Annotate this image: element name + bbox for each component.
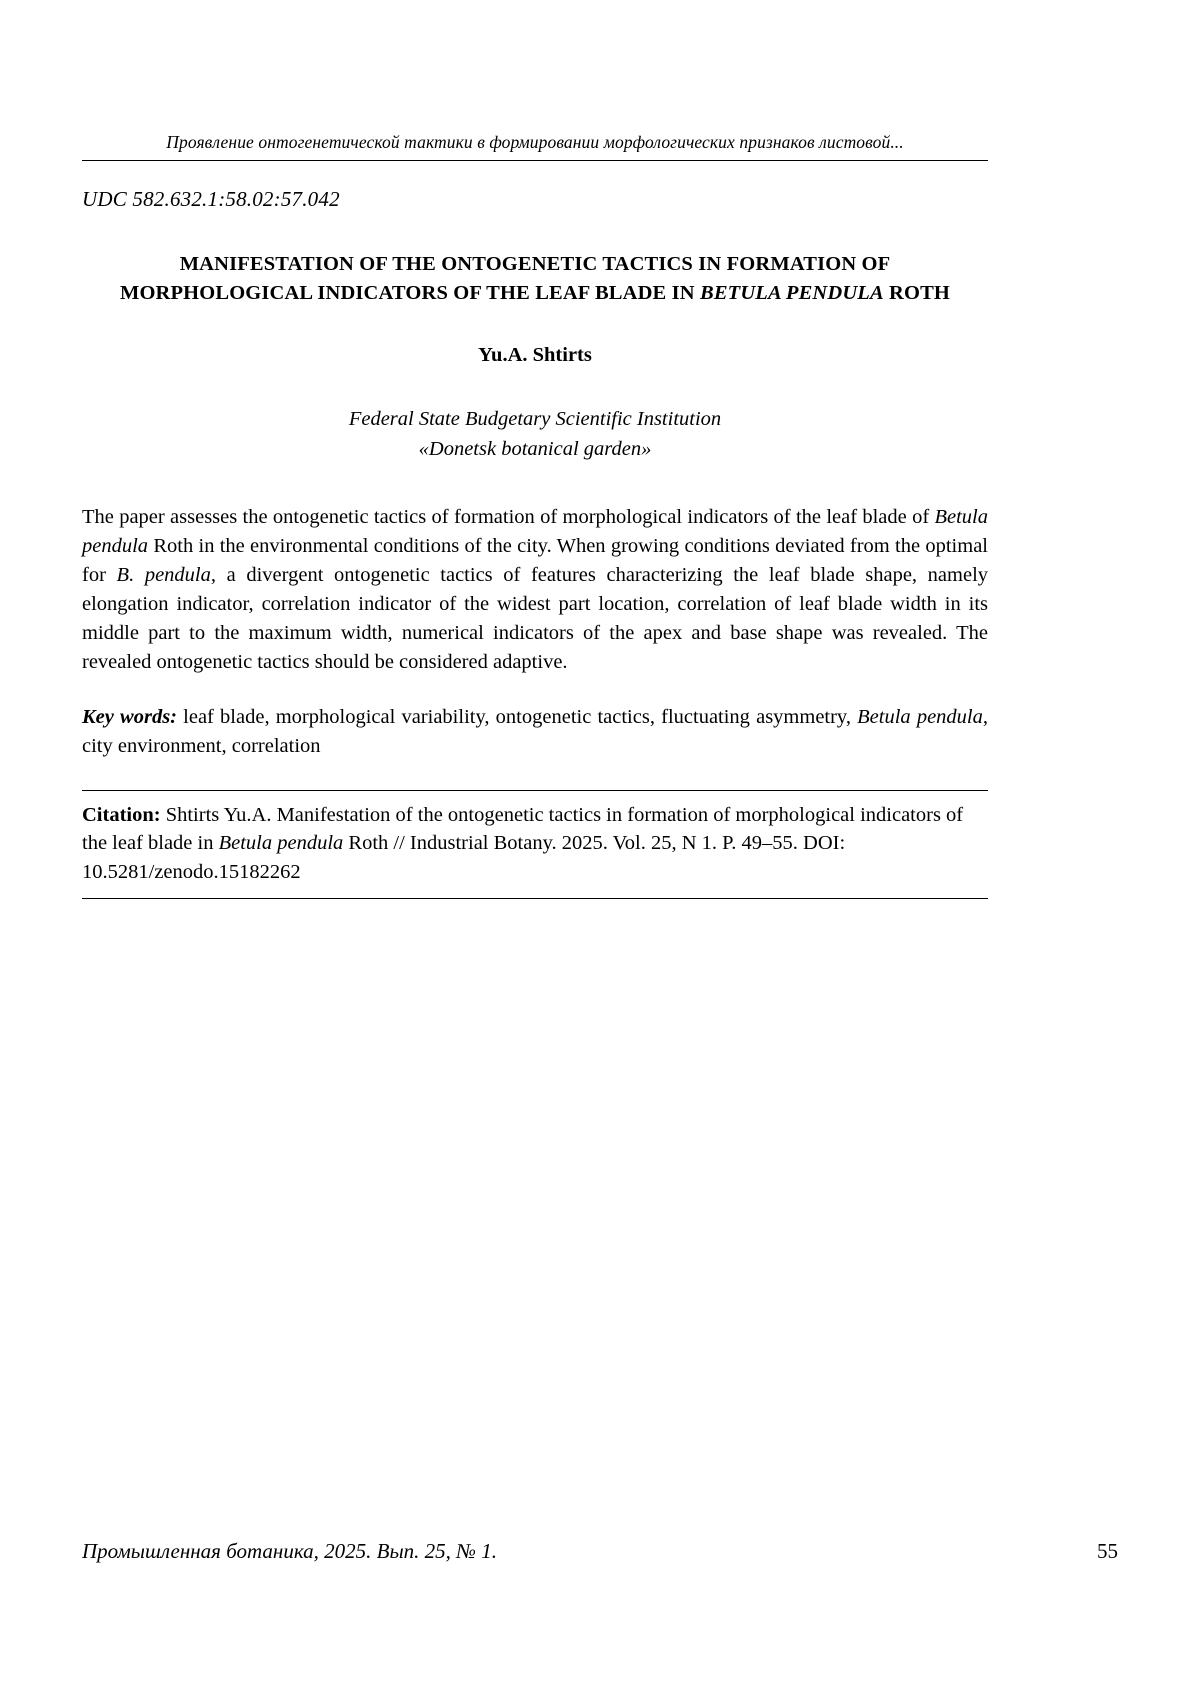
title-line-2-after: ROTH	[883, 282, 951, 305]
footer-journal-info: Промышленная ботаника, 2025. Вып. 25, № 1.	[82, 1539, 497, 1563]
footer-page-number: 55	[1097, 1539, 1118, 1563]
citation-text-2: Roth // Industrial Botany. 2025. Vol. 25, N 1. P. 49–55. DOI: 10.5281/zenodo.15182262	[82, 832, 846, 883]
page-footer	[82, 1539, 1118, 1564]
citation-text-1: Shtirts Yu.A. Manifestation of the ontogenetic tactics in formation of morphological indicators of the leaf blade in	[82, 803, 964, 855]
keywords-text-2: , city environment, correlation	[82, 706, 989, 758]
running-head: Проявление онтогенетической тактики в формировании морфологических признаков листовой...	[82, 132, 988, 161]
keywords-section	[82, 703, 988, 761]
citation-text	[82, 801, 988, 887]
keywords-text-1: leaf blade, morphological variability, ontogenetic tactics, fluctuating asymmetry,	[177, 706, 858, 729]
keywords-species: Betula pendula	[857, 706, 983, 729]
abstract-text-3: , a divergent ontogenetic tactics of features characterizing the leaf blade shape, namely elongation indicator, correlation indicator of the widest part location, correlation of leaf blade width in its middle part to the maximum width, numerical indicators of the apex and base shape was revealed. The revealed ontogenetic tactics should be considered adaptive.	[82, 563, 989, 674]
page-title	[82, 250, 988, 308]
affiliation-line-1: Federal State Budgetary Scientific Institution	[348, 408, 722, 431]
affiliation-line-2: «Donetsk botanical garden»	[418, 437, 652, 460]
citation-box	[82, 790, 988, 899]
abstract-species-2: B. pendula	[116, 563, 211, 586]
abstract-species-1: Betula pendula	[82, 505, 988, 557]
affiliation	[82, 405, 988, 464]
title-species-name: BETULA PENDULA	[700, 282, 884, 305]
abstract-text-1: The paper assesses the ontogenetic tactics of formation of morphological indicators of the leaf blade of	[82, 505, 935, 528]
citation-label: Citation:	[82, 803, 161, 826]
author-name: Yu.A. Shtirts	[478, 344, 592, 367]
udc-code: UDC 582.632.1:58.02:57.042	[82, 187, 340, 211]
title-line-1: MANIFESTATION OF THE ONTOGENETIC TACTICS IN FORMATION OF	[179, 253, 891, 275]
page-content	[82, 132, 988, 899]
citation-species: Betula pendula	[218, 832, 344, 855]
keywords-label: Key words:	[82, 706, 177, 729]
title-line-2-before: MORPHOLOGICAL INDICATORS OF THE LEAF BLADE IN	[119, 282, 700, 305]
abstract-paragraph	[82, 503, 988, 678]
abstract-text-2: Roth in the environmental conditions of the city. When growing conditions deviated from the optimal for	[82, 534, 988, 586]
